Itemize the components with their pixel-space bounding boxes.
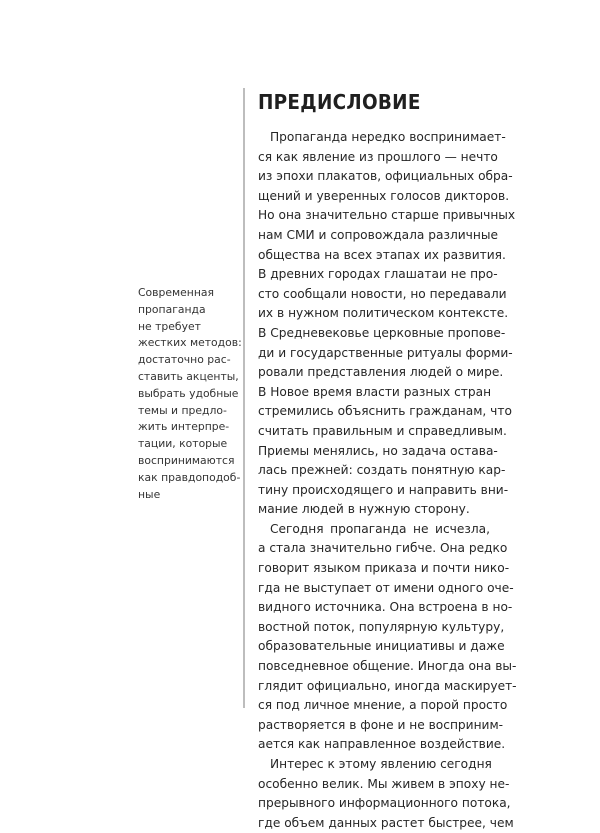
text-line: лась прежней: создать понятную кар- — [258, 463, 506, 478]
text-line: нам СМИ и сопровождала различные — [258, 227, 498, 242]
text-line: считать правильным и справедливым. — [258, 423, 507, 438]
text-line: гда не выступает от имени одного оче- — [258, 580, 514, 595]
page-title: ПРЕДИСЛОВИЕ — [258, 90, 421, 114]
paragraph — [258, 755, 514, 833]
text-line: говорит языком приказа и почти нико- — [258, 561, 510, 576]
margin-note-line: воспринимаются — [138, 453, 235, 467]
text-line: В Средневековье церковные пропове- — [258, 325, 506, 340]
paragraph — [258, 520, 517, 755]
margin-note-line: ные — [138, 487, 161, 501]
margin-note-line: ставить акценты, — [138, 369, 239, 383]
text-line: мание людей в нужную сторону. — [258, 502, 470, 517]
margin-note-line: Современная — [138, 286, 215, 299]
text-line: где объем данных растет быстрее, чем — [258, 815, 514, 830]
margin-note-line: выбрать удобные — [138, 386, 239, 400]
body-text — [258, 128, 517, 833]
text-line: Сегодня пропаганда не исчезла, — [270, 521, 490, 536]
text-line: В древних городах глашатаи не про- — [258, 267, 498, 282]
text-line: В Новое время власти разных стран — [258, 384, 492, 399]
text-line: Интерес к этому явлению сегодня — [270, 757, 492, 771]
text-line: растворяется в фоне и не восприним- — [258, 717, 504, 732]
text-line: ается как направленное воздействие. — [258, 737, 506, 752]
margin-note-line: пропаганда — [138, 302, 206, 316]
text-line: ся под личное мнение, а порой просто — [258, 698, 508, 713]
text-line: ся как явление из прошлого — нечто — [258, 149, 498, 164]
text-line: из эпохи плакатов, официальных обра- — [258, 169, 513, 184]
margin-note — [138, 285, 242, 503]
text-line: образовательные инициативы и даже — [258, 639, 505, 654]
margin-note-line: не требует — [138, 319, 201, 333]
text-line: глядит официально, иногда маскирует- — [258, 678, 517, 693]
margin-note-line: темы и предло- — [138, 403, 227, 417]
text-line: ровали представления людей о мире. — [258, 365, 504, 380]
margin-note-line: достаточно рас- — [138, 353, 231, 367]
text-line: видного источника. Она встроена в но- — [258, 600, 513, 615]
text-line: общества на всех этапах их развития. — [258, 247, 506, 262]
margin-note-line: жестких методов: — [138, 336, 242, 350]
text-line: стремились объяснить гражданам, что — [258, 404, 512, 419]
text-line: особенно велик. Мы живем в эпоху не- — [258, 776, 510, 791]
text-line: прерывного информационного потока, — [258, 796, 511, 811]
text-line: востной поток, популярную культуру, — [258, 619, 505, 634]
text-line: сто сообщали новости, но передавали — [258, 286, 507, 301]
text-line: щений и уверенных голосов дикторов. — [258, 188, 510, 203]
text-line: повседневное общение. Иногда она вы- — [258, 659, 517, 674]
paragraph — [258, 128, 516, 520]
vertical-rule — [243, 88, 245, 708]
text-line: Пропаганда нередко воспринимает- — [270, 130, 506, 144]
margin-note-line: как правдоподоб- — [138, 470, 241, 484]
margin-note-line: жить интерпре- — [138, 420, 230, 434]
text-line: ди и государственные ритуалы форми- — [258, 345, 513, 360]
text-line: Приемы менялись, но задача остава- — [258, 443, 498, 458]
margin-note-line: тации, которые — [138, 437, 228, 451]
text-line: Но она значительно старше привычных — [258, 208, 516, 223]
text-line: а стала значительно гибче. Она редко — [258, 541, 508, 556]
text-line: тину происходящего и направить вни- — [258, 482, 509, 497]
text-line: их в нужном политическом контексте. — [258, 306, 509, 321]
